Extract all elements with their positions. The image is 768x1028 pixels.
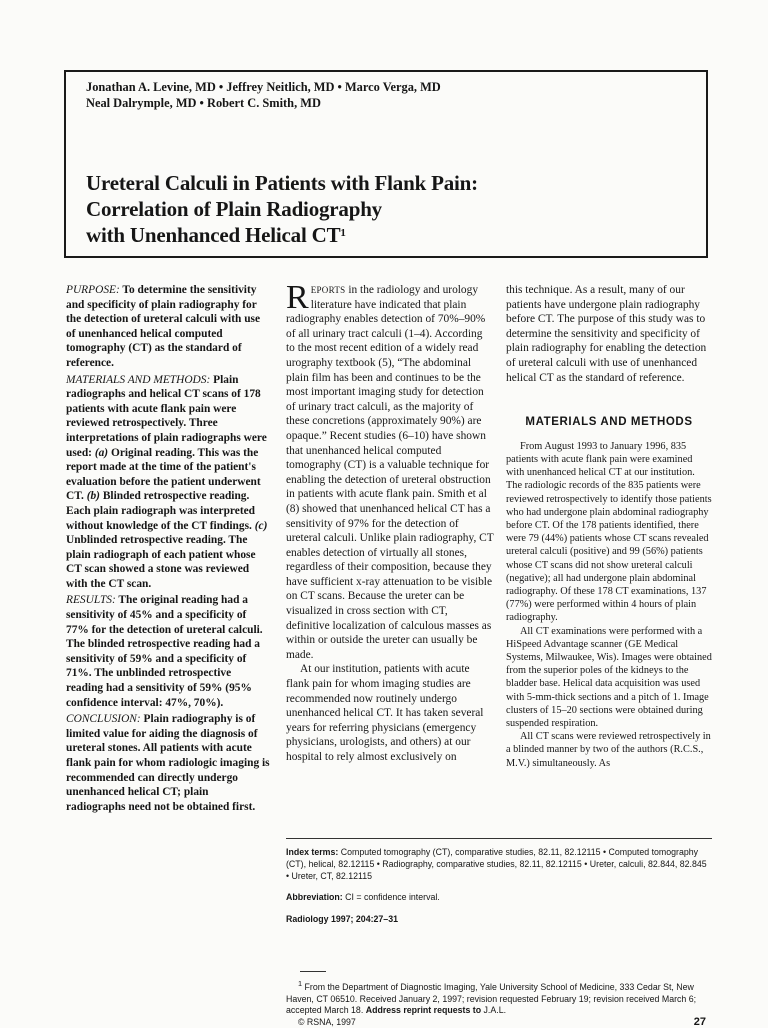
paragraph-text: in the radiology and urology literature have indicated that plain radiography enables detection of 70%–90% of all urinary tract calculi (1–4). According to the most recent edition of a widely read urography textbook (5), “The abdominal plain film has been and continues to be the most important imaging study for detection of urinary tract calculi, as the majority of these concretions (approximately 90%) are opaque.” Recent studies (6–10) have shown that unenhanced helical computed tomography (CT) is a valuable technique for enabling the detection of ureteral obstruction in patients with acute flank pain. Smith et al (8) showed that unenhanced helical CT has a sensitivity of 97% for the detection of ureteral calculi. Unlike plain radiography, CT enables detection of virtually all stones, regardless of their composition, because they have sufficient x-ray attenuation to be visible on CT scans. Because the ureter can be visualized in cross section with CT, definitive localization of calculous masses as within or outside the ureter can usually be made. — [286, 284, 494, 661]
purpose-label: PURPOSE: — [66, 284, 120, 296]
article-title — [86, 170, 696, 248]
methods-paragraph-1: From August 1993 to January 1996, 835 patients with acute flank pain were examined with unenhanced helical CT at our institution. The radiologic records of the 835 patients were reviewed retrospectively to identify those patients who had undergone plain abdominal radiography before CT. Of the 178 patients identified, there were 79 (44%) patients whose CT scans revealed ureteral calculi (positive) and 99 (56%) patients whose CT scans did not show ureteral calculi (negative); all had undergone plain abdominal radiography. Of these 178 CT examinations, 137 (77%) were performed within 4 hours of plain radiography. — [506, 440, 712, 624]
title-line-2: Correlation of Plain Radiography — [86, 197, 382, 221]
body-column-right — [506, 283, 712, 770]
methods-item-b: (b) — [86, 490, 100, 503]
author-list — [86, 80, 441, 111]
purpose-text: To determine the sensitivity and specificity of plain radiography for the detection of ureteral calculi with use of unenhanced helical computed tomography (CT) as the standard of reference. — [66, 284, 261, 369]
index-terms — [286, 846, 710, 883]
results-label: RESULTS: — [66, 594, 116, 607]
section-heading-methods: MATERIALS AND METHODS — [525, 416, 693, 429]
body-column-middle — [286, 279, 494, 765]
abbreviation-text: CI = confidence interval. — [342, 892, 440, 902]
footnote-reprint-label: Address reprint requests to — [365, 1005, 482, 1016]
title-line-1: Ureteral Calculi in Patients with Flank Pain: — [86, 171, 478, 195]
intro-paragraph-3: this technique. As a result, many of our patients have undergone plain radiography before CT. The purpose of this study was to determine the sensitivity and specificity of plain radiography for enabling the detection of ureteral calculi with use of unenhanced helical CT as the standard of reference. — [506, 284, 707, 384]
methods-text: Blinded retrospective reading. Each plain radiograph was interpreted without knowledge of the CT findings. — [66, 490, 256, 532]
methods-label: MATERIALS AND METHODS: — [66, 373, 211, 386]
metadata-divider — [286, 838, 712, 839]
methods-text: Unblinded retrospective reading. The plain radiograph of each patient whose CT scan showed a stone was reviewed with the CT scan. — [66, 534, 256, 590]
footnote — [286, 978, 712, 1028]
authors-line-1: Jonathan A. Levine, MD • Jeffrey Neitlich, MD • Marco Verga, MD — [86, 80, 441, 94]
drop-cap: R — [286, 279, 309, 316]
footnote-affiliation — [286, 978, 712, 1017]
footnote-text: From the Department of Diagnostic Imaging, Yale University School of Medicine, 333 Cedar St, New Haven, CT 06510. Received January 2, 1997; revision requested February 19; revision received March 6; accepted March 18. — [286, 981, 697, 1016]
abstract-purpose — [66, 283, 270, 371]
abstract — [66, 283, 270, 816]
results-text: The original reading had a sensitivity of 45% and a specificity of 77% for the detection of ureteral calculi. The blinded retrospective reading had a sensitivity of 59% and a specificity of 71%. The unblinded retrospective reading had a sensitivity of 59% (95% confidence interval: 47%, 70%). — [66, 594, 263, 709]
methods-paragraph-2: All CT examinations were performed with a HiSpeed Advantage scanner (GE Medical Systems, Milwaukee, Wis). Images were obtained from the superior poles of the kidneys to the bladder base. Helical data acquisition was used with 5-mm-thick sections and a pitch of 1. Image clusters of 15–20 sections were obtained during suspended respiration. — [506, 625, 712, 730]
methods-paragraph-3: All CT scans were reviewed retrospectively in a blinded manner by two of the authors (R.C.S., M.V.) simultaneously. As — [506, 731, 711, 769]
intro-paragraph-1 — [286, 279, 494, 662]
methods-text: Plain radiographs and helical CT scans of 178 patients with acute flank pain were reviewed retrospectively. Three interpretations of plain radiographs were used: — [66, 373, 267, 459]
title-line-3: with Unenhanced Helical CT — [86, 223, 341, 247]
footnote-mark: 1 — [298, 979, 303, 988]
title-footnote-mark: 1 — [340, 227, 346, 239]
methods-text: Original reading. This was the report made at the time of the patient's evaluation before the patient underwent CT. — [66, 446, 261, 503]
abbreviation-line — [286, 891, 710, 903]
methods-item-a: (a) — [94, 446, 109, 459]
abstract-results — [66, 593, 270, 710]
index-terms-text: Computed tomography (CT), comparative studies, 82.11, 82.12115 • Computed tomography (CT), helical, 82.12115 • Radiography, comparative studies, 82.11, 82.12115 • Ureter, calculi, 82.844, 82.845 • Ureter, CT, 82.12115 — [286, 847, 707, 882]
abstract-conclusion — [66, 712, 270, 814]
abstract-methods — [66, 373, 270, 592]
footnote-divider — [300, 971, 326, 972]
index-terms-label: Index terms: — [286, 847, 339, 857]
abbreviation-label: Abbreviation: — [286, 892, 343, 902]
small-caps-lead: EPORTS — [310, 285, 346, 295]
page-number: 27 — [693, 1016, 706, 1028]
intro-paragraph-2: At our institution, patients with acute flank pain for whom imaging studies are recommended now routinely undergo unenhanced helical CT. It has taken several years for referring physicians (emergency physicians, urologists, and others) at our hospital to rely almost exclusively on — [286, 663, 484, 763]
header-box — [64, 70, 708, 258]
conclusion-label: CONCLUSION: — [66, 713, 141, 726]
footnote-reprint-contact: J.A.L. — [481, 1005, 507, 1016]
journal-citation: Radiology 1997; 204:27–31 — [286, 914, 398, 924]
conclusion-text: Plain radiography is of limited value for aiding the diagnosis of ureteral stones. All patients with acute flank pain for whom radiologic imaging is recommended can directly undergo unenhanced helical CT; plain radiographs need not be obtained first. — [66, 713, 270, 813]
authors-line-2: Neal Dalrymple, MD • Robert C. Smith, MD — [86, 95, 321, 110]
footnote-copyright: © RSNA, 1997 — [298, 1016, 356, 1027]
methods-item-c: (c) — [254, 519, 268, 532]
